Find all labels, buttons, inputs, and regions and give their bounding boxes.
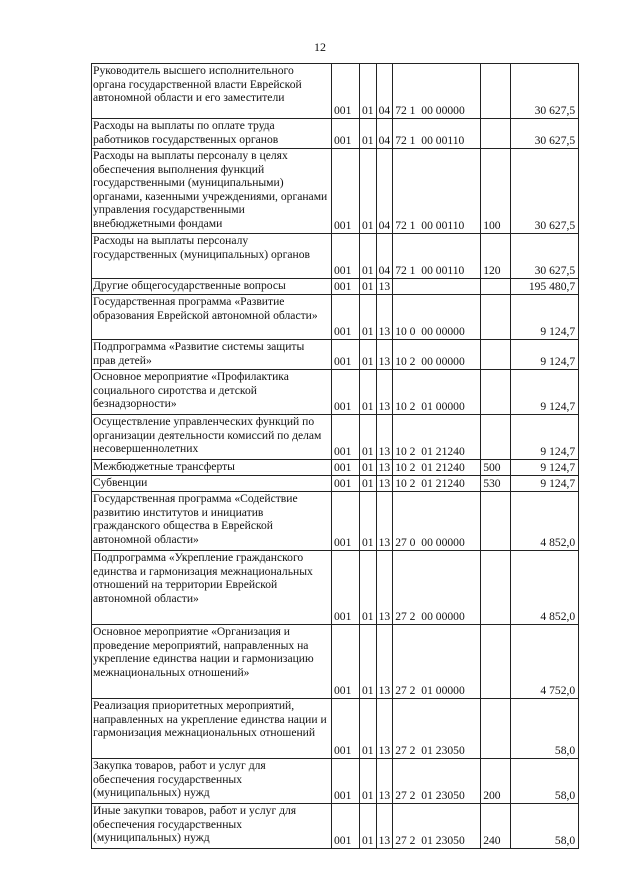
row-target-article: 10 0 00 00000 bbox=[393, 295, 481, 340]
table-row bbox=[92, 64, 579, 119]
row-amount: 4 752,0 bbox=[511, 625, 579, 699]
row-amount: 9 124,7 bbox=[511, 476, 579, 492]
row-ved-code: 001 bbox=[332, 492, 360, 551]
row-expense-type bbox=[481, 279, 511, 295]
table-row bbox=[92, 234, 579, 279]
row-target-article: 27 2 01 23050 bbox=[393, 699, 481, 759]
row-subsection-code: 13 bbox=[376, 699, 393, 759]
row-amount: 30 627,5 bbox=[511, 64, 579, 119]
row-expense-type bbox=[481, 625, 511, 699]
row-expense-type bbox=[481, 64, 511, 119]
row-subsection-code: 13 bbox=[376, 295, 393, 340]
row-section-code: 01 bbox=[360, 492, 377, 551]
row-target-article: 27 2 01 00000 bbox=[393, 625, 481, 699]
row-target-article: 10 2 01 21240 bbox=[393, 415, 481, 460]
row-subsection-code: 04 bbox=[376, 64, 393, 119]
row-amount: 30 627,5 bbox=[511, 234, 579, 279]
row-target-article: 27 0 00 00000 bbox=[393, 492, 481, 551]
row-target-article bbox=[393, 279, 481, 295]
row-section-code: 01 bbox=[360, 699, 377, 759]
table-row bbox=[92, 804, 579, 849]
row-name: Государственная программа «Содействие развитию институтов и инициатив гражданского общества в Еврейской автономной области» bbox=[92, 492, 332, 551]
row-target-article: 10 2 01 21240 bbox=[393, 460, 481, 476]
table-row bbox=[92, 476, 579, 492]
row-ved-code: 001 bbox=[332, 625, 360, 699]
row-expense-type: 120 bbox=[481, 234, 511, 279]
row-subsection-code: 04 bbox=[376, 234, 393, 279]
row-amount: 4 852,0 bbox=[511, 492, 579, 551]
table-row bbox=[92, 340, 579, 370]
row-expense-type: 530 bbox=[481, 476, 511, 492]
row-ved-code: 001 bbox=[332, 759, 360, 804]
row-target-article: 10 2 01 00000 bbox=[393, 370, 481, 415]
row-section-code: 01 bbox=[360, 119, 377, 149]
row-subsection-code: 13 bbox=[376, 804, 393, 849]
row-subsection-code: 13 bbox=[376, 340, 393, 370]
row-ved-code: 001 bbox=[332, 295, 360, 340]
row-expense-type bbox=[481, 370, 511, 415]
table-row bbox=[92, 370, 579, 415]
row-expense-type bbox=[481, 415, 511, 460]
row-name: Основное мероприятие «Организация и проведение мероприятий, направленных на укрепление единства нации и гармонизацию межнациональных отношений» bbox=[92, 625, 332, 699]
row-expense-type bbox=[481, 551, 511, 625]
row-target-article: 72 1 00 00000 bbox=[393, 64, 481, 119]
row-section-code: 01 bbox=[360, 804, 377, 849]
row-target-article: 72 1 00 00110 bbox=[393, 234, 481, 279]
row-ved-code: 001 bbox=[332, 415, 360, 460]
row-name: Основное мероприятие «Профилактика социального сиротства и детской безнадзорности» bbox=[92, 370, 332, 415]
row-section-code: 01 bbox=[360, 551, 377, 625]
row-ved-code: 001 bbox=[332, 64, 360, 119]
row-name: Субвенции bbox=[92, 476, 332, 492]
row-name: Иные закупки товаров, работ и услуг для обеспечения государственных (муниципальных) нужд bbox=[92, 804, 332, 849]
row-ved-code: 001 bbox=[332, 370, 360, 415]
row-section-code: 01 bbox=[360, 415, 377, 460]
row-amount: 9 124,7 bbox=[511, 370, 579, 415]
row-expense-type bbox=[481, 295, 511, 340]
row-name: Осуществление управленческих функций по организации деятельности комиссий по делам несовершеннолетних bbox=[92, 415, 332, 460]
row-ved-code: 001 bbox=[332, 340, 360, 370]
row-ved-code: 001 bbox=[332, 149, 360, 234]
table-row bbox=[92, 492, 579, 551]
table-row bbox=[92, 460, 579, 476]
table-row bbox=[92, 759, 579, 804]
row-amount: 195 480,7 bbox=[511, 279, 579, 295]
row-amount: 9 124,7 bbox=[511, 295, 579, 340]
row-amount: 9 124,7 bbox=[511, 415, 579, 460]
page-number: 12 bbox=[314, 40, 326, 54]
row-subsection-code: 13 bbox=[376, 492, 393, 551]
row-section-code: 01 bbox=[360, 370, 377, 415]
row-name: Расходы на выплаты персоналу государственных (муниципальных) органов bbox=[92, 234, 332, 279]
row-amount: 30 627,5 bbox=[511, 119, 579, 149]
row-section-code: 01 bbox=[360, 149, 377, 234]
row-section-code: 01 bbox=[360, 64, 377, 119]
row-name: Реализация приоритетных мероприятий, направленных на укрепление единства нации и гармонизация межнациональных отношений bbox=[92, 699, 332, 759]
row-subsection-code: 04 bbox=[376, 119, 393, 149]
row-subsection-code: 13 bbox=[376, 415, 393, 460]
row-name: Расходы на выплаты персоналу в целях обеспечения выполнения функций государственными (муниципальными) органами, казенными учреждениями, органами управления государственными внебюджетными фондами bbox=[92, 149, 332, 234]
row-target-article: 72 1 00 00110 bbox=[393, 119, 481, 149]
row-name: Межбюджетные трансферты bbox=[92, 460, 332, 476]
row-section-code: 01 bbox=[360, 759, 377, 804]
row-ved-code: 001 bbox=[332, 119, 360, 149]
table-row bbox=[92, 625, 579, 699]
row-expense-type: 100 bbox=[481, 149, 511, 234]
row-subsection-code: 13 bbox=[376, 625, 393, 699]
row-target-article: 10 2 01 21240 bbox=[393, 476, 481, 492]
row-amount: 9 124,7 bbox=[511, 460, 579, 476]
row-ved-code: 001 bbox=[332, 699, 360, 759]
row-name: Подпрограмма «Развитие системы защиты прав детей» bbox=[92, 340, 332, 370]
row-ved-code: 001 bbox=[332, 804, 360, 849]
row-name: Расходы на выплаты по оплате труда работников государственных органов bbox=[92, 119, 332, 149]
row-target-article: 27 2 01 23050 bbox=[393, 759, 481, 804]
row-expense-type bbox=[481, 119, 511, 149]
table-row bbox=[92, 415, 579, 460]
row-amount: 58,0 bbox=[511, 699, 579, 759]
row-ved-code: 001 bbox=[332, 551, 360, 625]
row-amount: 4 852,0 bbox=[511, 551, 579, 625]
row-subsection-code: 13 bbox=[376, 551, 393, 625]
row-section-code: 01 bbox=[360, 340, 377, 370]
row-section-code: 01 bbox=[360, 295, 377, 340]
row-section-code: 01 bbox=[360, 279, 377, 295]
row-target-article: 27 2 01 23050 bbox=[393, 804, 481, 849]
row-amount: 58,0 bbox=[511, 804, 579, 849]
row-section-code: 01 bbox=[360, 460, 377, 476]
table-row bbox=[92, 699, 579, 759]
row-target-article: 27 2 00 00000 bbox=[393, 551, 481, 625]
table-row bbox=[92, 279, 579, 295]
row-expense-type: 200 bbox=[481, 759, 511, 804]
row-subsection-code: 13 bbox=[376, 759, 393, 804]
row-amount: 9 124,7 bbox=[511, 340, 579, 370]
table-row bbox=[92, 295, 579, 340]
row-expense-type: 240 bbox=[481, 804, 511, 849]
table-row bbox=[92, 149, 579, 234]
row-subsection-code: 13 bbox=[376, 370, 393, 415]
row-amount: 30 627,5 bbox=[511, 149, 579, 234]
table-body bbox=[92, 64, 579, 849]
row-amount: 58,0 bbox=[511, 759, 579, 804]
row-ved-code: 001 bbox=[332, 460, 360, 476]
row-section-code: 01 bbox=[360, 234, 377, 279]
row-ved-code: 001 bbox=[332, 234, 360, 279]
row-target-article: 10 2 00 00000 bbox=[393, 340, 481, 370]
row-section-code: 01 bbox=[360, 625, 377, 699]
row-ved-code: 001 bbox=[332, 476, 360, 492]
row-subsection-code: 04 bbox=[376, 149, 393, 234]
budget-table bbox=[91, 63, 579, 849]
row-target-article: 72 1 00 00110 bbox=[393, 149, 481, 234]
row-ved-code: 001 bbox=[332, 279, 360, 295]
row-name: Государственная программа «Развитие образования Еврейской автономной области» bbox=[92, 295, 332, 340]
row-expense-type bbox=[481, 492, 511, 551]
row-expense-type: 500 bbox=[481, 460, 511, 476]
row-subsection-code: 13 bbox=[376, 460, 393, 476]
table-row bbox=[92, 119, 579, 149]
row-name: Руководитель высшего исполнительного органа государственной власти Еврейской автономной области и его заместители bbox=[92, 64, 332, 119]
row-subsection-code: 13 bbox=[376, 279, 393, 295]
row-subsection-code: 13 bbox=[376, 476, 393, 492]
row-name: Другие общегосударственные вопросы bbox=[92, 279, 332, 295]
table-row bbox=[92, 551, 579, 625]
row-expense-type bbox=[481, 340, 511, 370]
row-expense-type bbox=[481, 699, 511, 759]
row-name: Подпрограмма «Укрепление гражданского единства и гармонизация межнациональных отношений на территории Еврейской автономной области» bbox=[92, 551, 332, 625]
row-name: Закупка товаров, работ и услуг для обеспечения государственных (муниципальных) нужд bbox=[92, 759, 332, 804]
row-section-code: 01 bbox=[360, 476, 377, 492]
